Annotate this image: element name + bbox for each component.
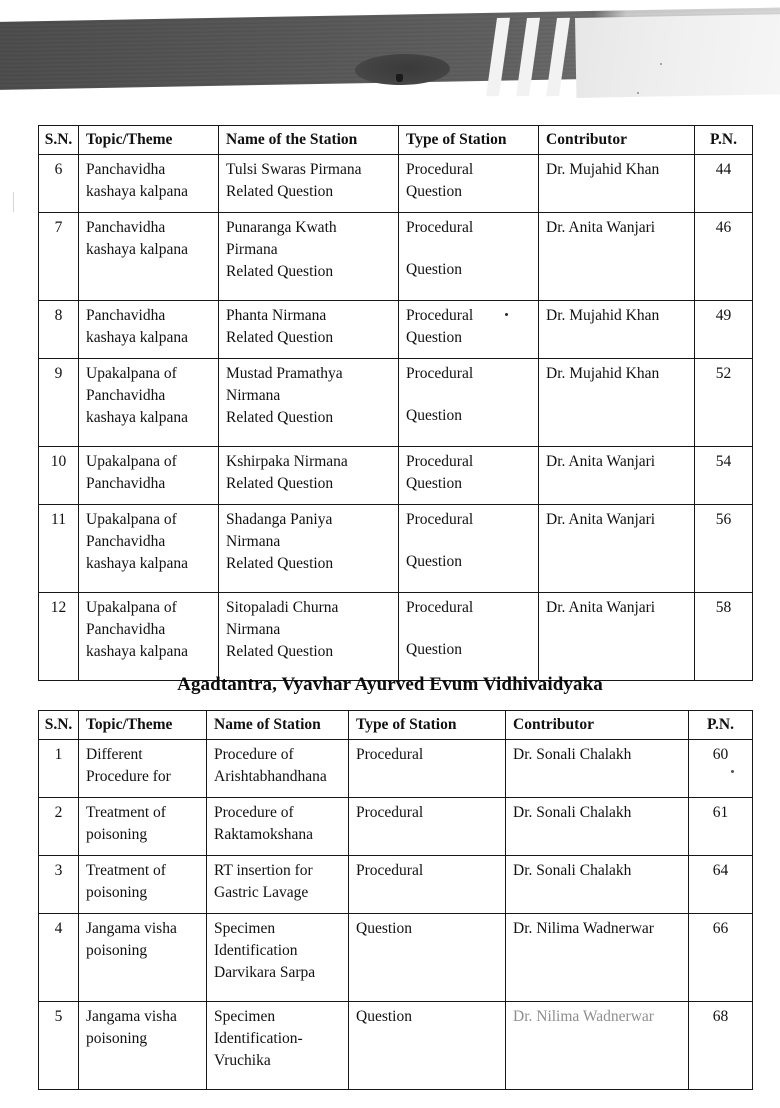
panchavidha-kashaya-kalpana-station-table xyxy=(38,125,753,681)
cell-contributor: Dr. Mujahid Khan xyxy=(539,359,695,447)
cell-topic: Jangama visha poisoning xyxy=(79,1002,207,1090)
scan-ellipse-notch xyxy=(396,74,403,82)
column-header-station-type: Type of Station xyxy=(399,126,539,155)
table-row xyxy=(39,505,753,593)
table-row xyxy=(39,155,753,213)
cell-pn: 68 xyxy=(689,1002,753,1090)
cell-station-type: Procedural xyxy=(349,856,506,914)
cell-sn: 4 xyxy=(39,914,79,1002)
cell-station-name: Specimen Identification- Vruchika xyxy=(207,1002,349,1090)
cell-contributor: Dr. Anita Wanjari xyxy=(539,447,695,505)
cell-topic: Different Procedure for xyxy=(79,740,207,798)
cell-sn: 7 xyxy=(39,213,79,301)
column-header-sn: S.N. xyxy=(39,126,79,155)
cell-station-name: Sitopaladi Churna Nirmana Related Question xyxy=(219,593,399,681)
cell-pn: 44 xyxy=(695,155,753,213)
scan-speck xyxy=(637,92,639,94)
cell-contributor: Dr. Anita Wanjari xyxy=(539,213,695,301)
column-header-contributor: Contributor xyxy=(506,711,689,740)
table-header-row xyxy=(39,126,753,155)
cell-pn: 58 xyxy=(695,593,753,681)
table-header-row xyxy=(39,711,753,740)
cell-sn: 9 xyxy=(39,359,79,447)
cell-topic: Upakalpana of Panchavidha xyxy=(79,447,219,505)
cell-topic: Panchavidha kashaya kalpana xyxy=(79,301,219,359)
table-row xyxy=(39,914,753,1002)
cell-sn: 6 xyxy=(39,155,79,213)
cell-contributor: Dr. Mujahid Khan xyxy=(539,155,695,213)
cell-pn: 46 xyxy=(695,213,753,301)
cell-contributor: Dr. Nilima Wadnerwar xyxy=(506,1002,689,1090)
cell-station-name: RT insertion for Gastric Lavage xyxy=(207,856,349,914)
cell-sn: 3 xyxy=(39,856,79,914)
cell-pn: 60 xyxy=(689,740,753,798)
cell-topic: Upakalpana of Panchavidha kashaya kalpana xyxy=(79,593,219,681)
cell-pn: 56 xyxy=(695,505,753,593)
page-margin-tick xyxy=(13,192,14,212)
cell-contributor: Dr. Nilima Wadnerwar xyxy=(506,914,689,1002)
cell-topic: Jangama visha poisoning xyxy=(79,914,207,1002)
cell-station-type: Procedural Question xyxy=(399,447,539,505)
column-header-topic: Topic/Theme xyxy=(79,711,207,740)
table-row xyxy=(39,213,753,301)
section-heading: Agadtantra, Vyavhar Ayurved Evum Vidhivaidyaka xyxy=(177,674,603,695)
column-header-station-name: Name of the Station xyxy=(219,126,399,155)
cell-station-type: Procedural xyxy=(349,798,506,856)
cell-station-type: Question xyxy=(349,914,506,1002)
cell-pn: 54 xyxy=(695,447,753,505)
cell-station-type: Procedural Question xyxy=(399,593,539,681)
column-header-station-name: Name of Station xyxy=(207,711,349,740)
table-row xyxy=(39,593,753,681)
cell-station-name: Procedure of Raktamokshana xyxy=(207,798,349,856)
cell-sn: 2 xyxy=(39,798,79,856)
cell-station-type: Procedural Question xyxy=(399,301,539,359)
cell-sn: 10 xyxy=(39,447,79,505)
table-row xyxy=(39,856,753,914)
cell-station-name: Specimen Identification Darvikara Sarpa xyxy=(207,914,349,1002)
cell-contributor: Dr. Sonali Chalakh xyxy=(506,740,689,798)
table-row xyxy=(39,740,753,798)
cell-pn: 61 xyxy=(689,798,753,856)
cell-topic: Treatment of poisoning xyxy=(79,798,207,856)
column-header-station-type: Type of Station xyxy=(349,711,506,740)
table-row xyxy=(39,1002,753,1090)
cell-station-type: Question xyxy=(349,1002,506,1090)
cell-station-type: Procedural Question xyxy=(399,359,539,447)
cell-pn: 64 xyxy=(689,856,753,914)
cell-sn: 12 xyxy=(39,593,79,681)
table-row xyxy=(39,798,753,856)
cell-pn: 49 xyxy=(695,301,753,359)
table-row xyxy=(39,301,753,359)
cell-contributor: Dr. Sonali Chalakh xyxy=(506,798,689,856)
cell-topic: Panchavidha kashaya kalpana xyxy=(79,213,219,301)
cell-sn: 5 xyxy=(39,1002,79,1090)
cell-station-name: Procedure of Arishtabhandhana xyxy=(207,740,349,798)
scan-speck xyxy=(660,63,662,65)
cell-station-name: Punaranga Kwath Pirmana Related Question xyxy=(219,213,399,301)
cell-pn: 52 xyxy=(695,359,753,447)
cell-topic: Upakalpana of Panchavidha kashaya kalpana xyxy=(79,505,219,593)
scanner-artifact-band xyxy=(0,0,780,100)
cell-contributor: Dr. Anita Wanjari xyxy=(539,593,695,681)
cell-pn: 66 xyxy=(689,914,753,1002)
cell-sn: 1 xyxy=(39,740,79,798)
cell-station-name: Phanta Nirmana Related Question xyxy=(219,301,399,359)
cell-topic: Panchavidha kashaya kalpana xyxy=(79,155,219,213)
cell-station-name: Tulsi Swaras Pirmana Related Question xyxy=(219,155,399,213)
scan-light-strip xyxy=(575,14,780,98)
column-header-pn: P.N. xyxy=(695,126,753,155)
cell-station-type: Procedural Question xyxy=(399,213,539,301)
agadtantra-station-table xyxy=(38,710,753,1090)
cell-topic: Treatment of poisoning xyxy=(79,856,207,914)
cell-contributor: Dr. Mujahid Khan xyxy=(539,301,695,359)
column-header-pn: P.N. xyxy=(689,711,753,740)
table-row xyxy=(39,447,753,505)
column-header-topic: Topic/Theme xyxy=(79,126,219,155)
cell-station-type: Procedural xyxy=(349,740,506,798)
cell-sn: 11 xyxy=(39,505,79,593)
cell-contributor: Dr. Sonali Chalakh xyxy=(506,856,689,914)
cell-station-name: Mustad Pramathya Nirmana Related Question xyxy=(219,359,399,447)
column-header-sn: S.N. xyxy=(39,711,79,740)
ink-speck-artifact xyxy=(505,313,508,316)
cell-station-type: Procedural Question xyxy=(399,155,539,213)
cell-station-name: Shadanga Paniya Nirmana Related Question xyxy=(219,505,399,593)
cell-sn: 8 xyxy=(39,301,79,359)
cell-station-type: Procedural Question xyxy=(399,505,539,593)
table-row xyxy=(39,359,753,447)
cell-contributor: Dr. Anita Wanjari xyxy=(539,505,695,593)
cell-station-name: Kshirpaka Nirmana Related Question xyxy=(219,447,399,505)
column-header-contributor: Contributor xyxy=(539,126,695,155)
cell-topic: Upakalpana of Panchavidha kashaya kalpana xyxy=(79,359,219,447)
ink-speck-artifact xyxy=(731,770,734,773)
